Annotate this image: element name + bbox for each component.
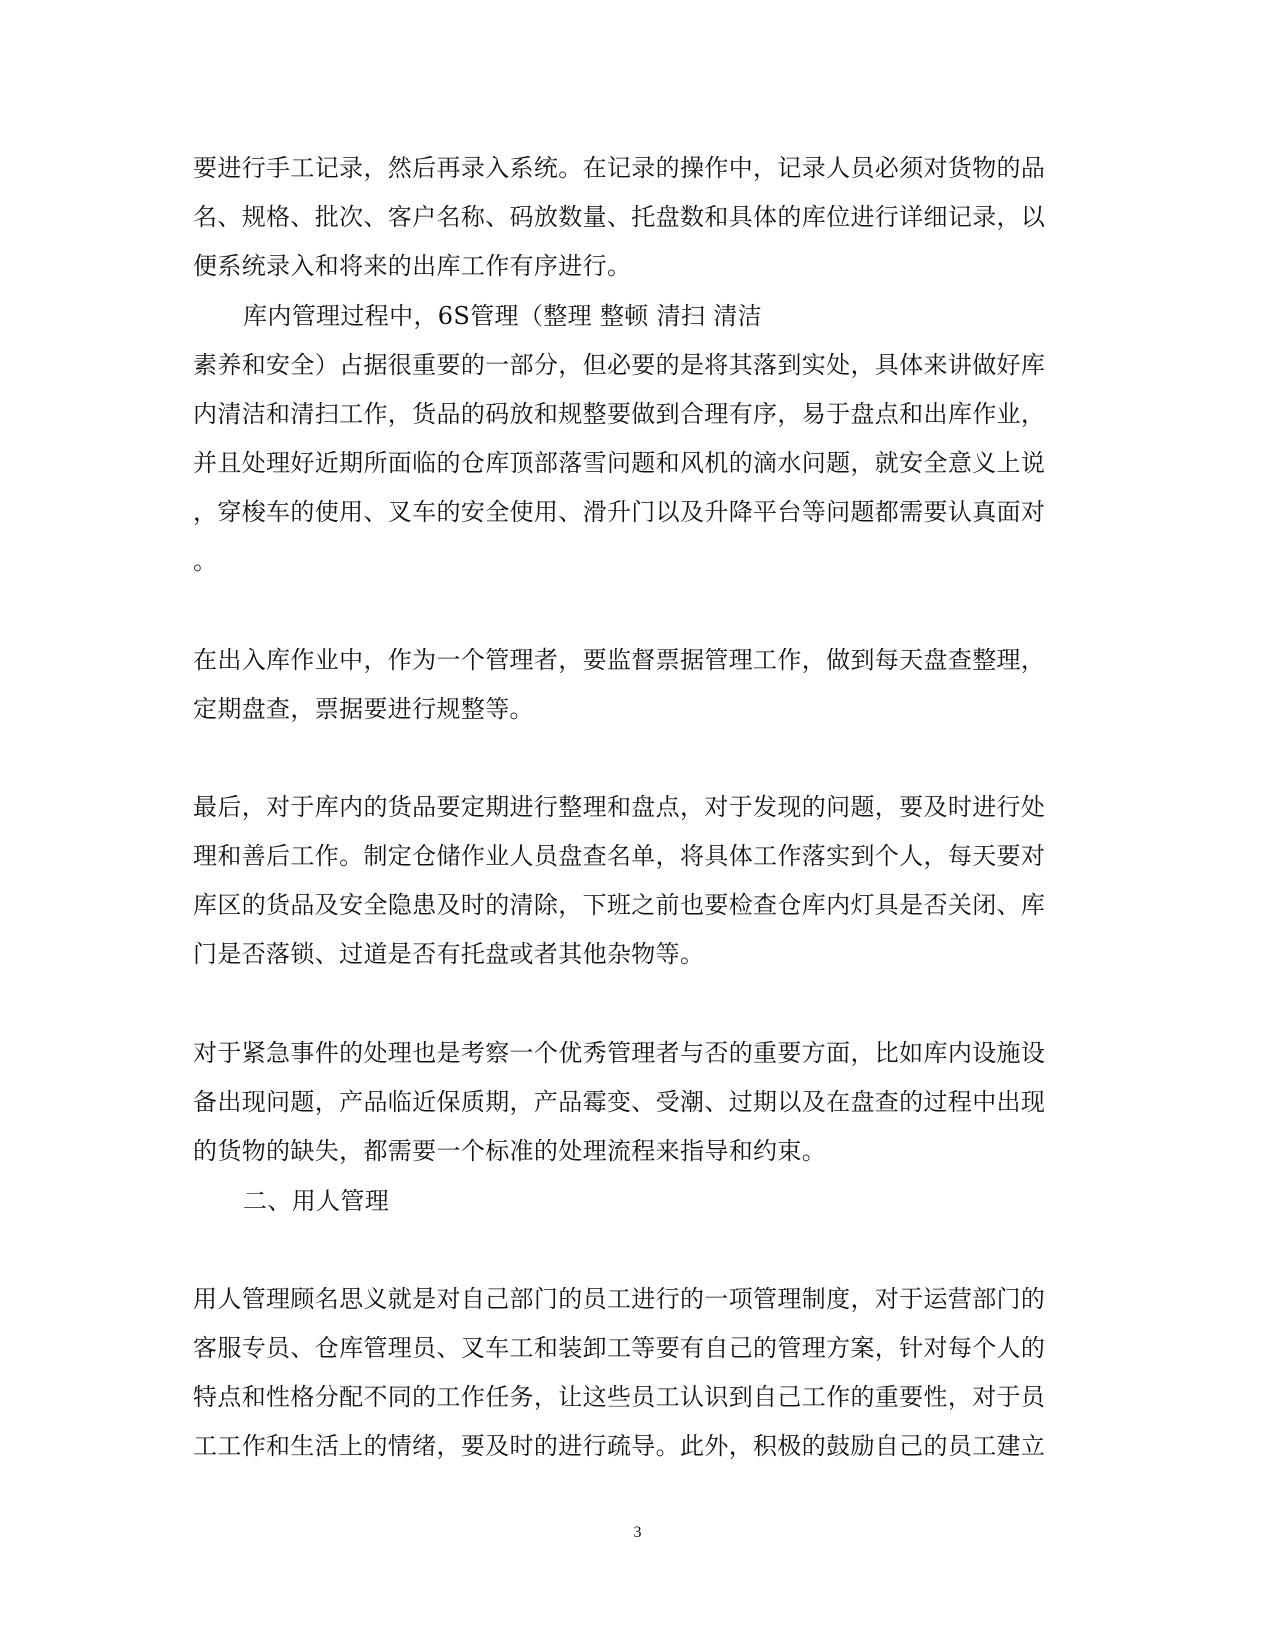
text-line: 的货物的缺失，都需要一个标准的处理流程来指导和约束。 — [193, 1137, 827, 1165]
text-line: 素养和安全）占据很重要的一部分，但必要的是将其落到实处，具体来讲做好库 — [193, 351, 1046, 379]
text-line: 备出现问题，产品临近保质期，产品霉变、受潮、过期以及在盘查的过程中出现 — [193, 1088, 1046, 1116]
text-line: 理和善后工作。制定仓储作业人员盘查名单，将具体工作落实到个人，每天要对 — [193, 842, 1046, 870]
text-line: 便系统录入和将来的出库工作有序进行。 — [193, 252, 632, 280]
text-line: ，穿梭车的使用、叉车的安全使用、滑升门以及升降平台等问题都需要认真面对 — [193, 498, 1046, 526]
text-line: 特点和性格分配不同的工作任务，让这些员工认识到自己工作的重要性，对于员 — [193, 1383, 1046, 1411]
text-line: 并且处理好近期所面临的仓库顶部落雪问题和风机的滴水问题，就安全意义上说 — [193, 449, 1046, 477]
text-line: 客服专员、仓库管理员、叉车工和装卸工等要有自己的管理方案，针对每个人的 — [193, 1334, 1046, 1362]
text-line: 最后，对于库内的货品要定期进行整理和盘点，对于发现的问题，要及时进行处 — [193, 793, 1046, 821]
text-line: 库区的货品及安全隐患及时的清除，下班之前也要检查仓库内灯具是否关闭、库 — [193, 891, 1046, 919]
text-line: 名、规格、批次、客户名称、码放数量、托盘数和具体的库位进行详细记录，以 — [193, 203, 1046, 231]
text-line: 用人管理顾名思义就是对自己部门的员工进行的一项管理制度，对于运营部门的 — [193, 1285, 1046, 1313]
text-line: 定期盘查，票据要进行规整等。 — [193, 695, 534, 723]
text-line: 门是否落锁、过道是否有托盘或者其他杂物等。 — [193, 940, 705, 968]
section-heading: 二、用人管理 — [243, 1187, 390, 1215]
text-line: 库内管理过程中，6S管理（整理 整顿 清扫 清洁 — [243, 302, 762, 330]
text-line: 对于紧急事件的处理也是考察一个优秀管理者与否的重要方面，比如库内设施设 — [193, 1039, 1046, 1067]
text-line: 在出入库作业中，作为一个管理者，要监督票据管理工作，做到每天盘查整理， — [193, 646, 1046, 674]
text-line: 要进行手工记录，然后再录入系统。在记录的操作中，记录人员必须对货物的品 — [193, 154, 1046, 182]
text-line: 内清洁和清扫工作，货品的码放和规整要做到合理有序，易于盘点和出库作业， — [193, 400, 1046, 428]
text-line: 。 — [193, 547, 218, 575]
text-line: 工工作和生活上的情绪，要及时的进行疏导。此外，积极的鼓励自己的员工建立 — [193, 1432, 1046, 1460]
page-number: 3 — [633, 1524, 642, 1541]
